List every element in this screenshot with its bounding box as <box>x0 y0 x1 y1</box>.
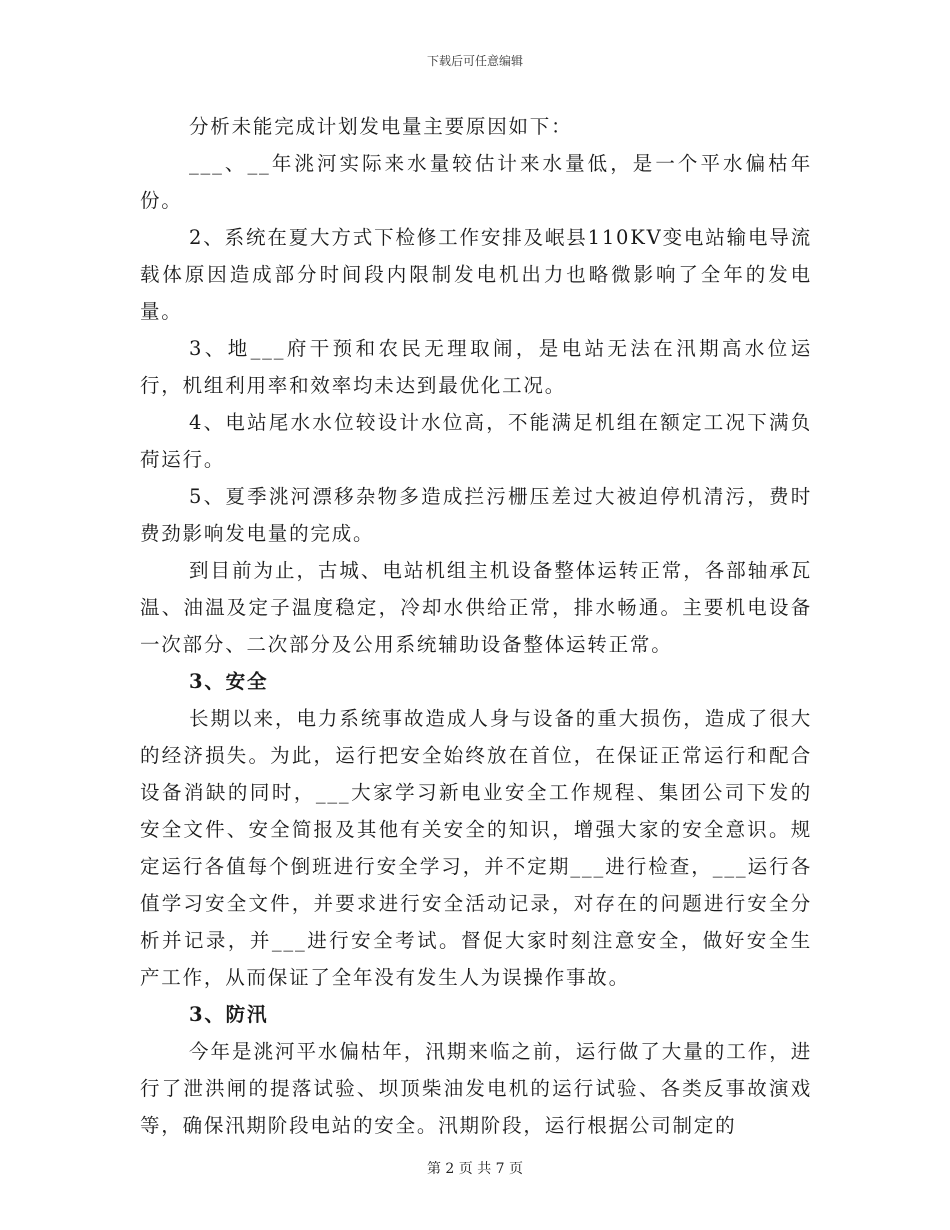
paragraph-safety: 长期以来，电力系统事故造成人身与设备的重大损伤，造成了很大的经济损失。为此，运行把安全始终放在首位，在保证正常运行和配合设备消缺的同时，___大家学习新电业安全工作规程、集团公司下发的安全文件、安全简报及其他有关安全的知识，增强大家的安全意识。规定运行各值每个倒班进行安全学习，并不定期___进行检查，___运行各值学习安全文件，并要求进行安全活动记录，对存在的问题进行安全分析并记录，并___进行安全考试。督促大家时刻注意安全，做好安全生产工作，从而保证了全年没有发生人为误操作事故。 <box>140 707 812 989</box>
paragraph-flood-control: 今年是洮河平水偏枯年，汛期来临之前，运行做了大量的工作，进行了泄洪闸的提落试验、坝顶柴油发电机的运行试验、各类反事故演戏等，确保汛期阶段电站的安全。汛期阶段，运行根据公司制定的 <box>140 1040 812 1137</box>
page-number-footer: 第 2 页 共 7 页 <box>426 1161 524 1177</box>
section-heading-safety: 3、安全 <box>189 670 269 693</box>
section-heading-flood-control: 3、防汛 <box>189 1003 269 1026</box>
page-header: 下载后可任意编辑 <box>426 54 523 68</box>
paragraph-reason-3: 3、地___府干预和农民无理取闹，是电站无法在汛期高水位运行，机组利用率和效率均未达到最优化工况。 <box>140 337 812 397</box>
paragraph-reason-2: 2、系统在夏大方式下检修工作安排及岷县110KV变电站输电导流载体原因造成部分时间段内限制发电机出力也略微影响了全年的发电量。 <box>140 226 812 323</box>
paragraph-reason-4: 4、电站尾水水位较设计水位高，不能满足机组在额定工况下满负荷运行。 <box>140 411 812 471</box>
paragraph-reason-1: ___、__年洮河实际来水量较估计来水量低，是一个平水偏枯年份。 <box>140 152 812 212</box>
paragraph-intro: 分析未能完成计划发电量主要原因如下： <box>189 115 573 138</box>
paragraph-equipment-status: 到目前为止，古城、电站机组主机设备整体运转正常，各部轴承瓦温、油温及定子温度稳定，冷却水供给正常，排水畅通。主要机电设备一次部分、二次部分及公用系统辅助设备整体运转正常。 <box>140 559 812 656</box>
paragraph-reason-5: 5、夏季洮河漂移杂物多造成拦污栅压差过大被迫停机清污，费时费劲影响发电量的完成。 <box>140 485 812 545</box>
document-body <box>140 108 812 1144</box>
